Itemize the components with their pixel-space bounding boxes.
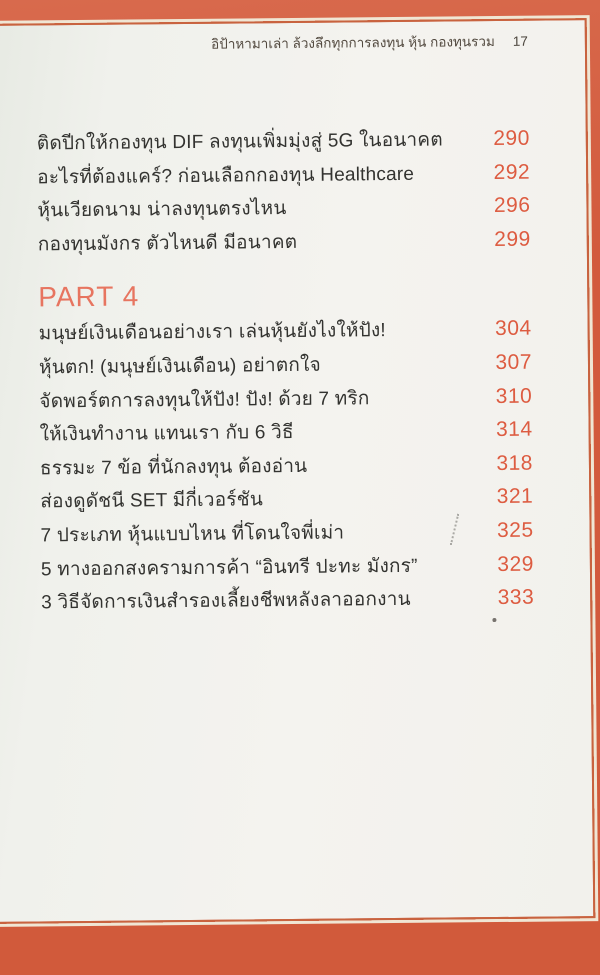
toc-entry-title: หุ้นตก! (มนุษย์เงินเดือน) อย่าตกใจ [38,354,321,379]
toc-entry-page-number: 333 [497,585,535,610]
toc-entry-page-number: 329 [497,552,535,576]
toc-entry [41,548,534,586]
toc-entry-title: จัดพอร์ตการลงทุนให้ปัง! ปัง! ด้วย 7 ทริก [39,387,370,412]
toc-entry-title: หุ้นเวียดนาม น่าลงทุนตรงไหน [37,198,287,222]
book-page [0,18,595,924]
toc-entry-title: ติดปีกให้กองทุน DIF ลงทุนเพิ่มมุ่งสู่ 5G ในอนาคต [36,129,443,155]
running-header-page-number: 17 [512,33,528,49]
toc-entry-page-number: 296 [493,193,531,218]
part-heading: PART 4 [38,280,140,313]
toc-entry-page-number: 318 [496,451,534,475]
toc-entry [37,123,530,161]
toc-entry [40,515,533,553]
toc-entry-page-number: 290 [493,126,530,151]
toc-entry-page-number: 304 [494,317,532,341]
toc-entry [40,481,533,519]
toc-entry [41,582,534,620]
toc-entry-title: 5 ทางออกสงครามการค้า “อินทรี ปะทะ มังกร” [40,555,418,580]
toc-entry [39,347,532,385]
running-header-title: อิป้าหามาเล่า ล้วงลึกทุกการลงทุน หุ้น กองทุนรวม [211,34,495,52]
toc-entry-page-number: 310 [495,384,533,408]
toc-entry-title: 7 ประเภท หุ้นแบบไหน ที่โดนใจพี่เม่า [40,522,345,547]
toc-entry-page-number: 325 [496,518,534,542]
toc-entry-page-number: 307 [495,350,533,375]
toc-entry-page-number: 321 [496,485,534,509]
toc [37,123,535,620]
toc-entry-page-number: 292 [493,160,531,184]
toc-entry-title: ส่องดูดัชนี SET มีกี่เวอร์ชัน [40,489,264,513]
toc-entry [39,313,532,351]
toc-entry [39,414,532,452]
toc-entry-title: 3 วิธีจัดการเงินสำรองเลี้ยงชีพหลังลาออกงาน [41,588,411,614]
toc-entry-title: ให้เงินทำงาน แทนเรา กับ 6 วิธี [39,422,294,446]
toc-entry-title: อะไรที่ต้องแคร์? ก่อนเลือกกองทุน Healthcare [37,163,415,189]
toc-entry [38,223,531,261]
toc-entry-page-number: 314 [495,417,533,442]
running-header [211,30,528,55]
scan-dot-mark [492,618,496,622]
toc-entry-title: กองทุนมังกร ตัวไหนดี มีอนาคต [37,231,298,256]
toc-entry-title: มนุษย์เงินเดือนอย่างเรา เล่นหุ้นยังไงให้ปัง! [38,320,386,345]
toc-entry [37,190,530,228]
toc-entry-title: ธรรมะ 7 ข้อ ที่นักลงทุน ต้องอ่าน [39,455,308,480]
toc-entry [40,447,533,485]
toc-entry-page-number: 299 [494,227,531,251]
toc-entry [39,380,532,418]
toc-entry [37,156,530,194]
